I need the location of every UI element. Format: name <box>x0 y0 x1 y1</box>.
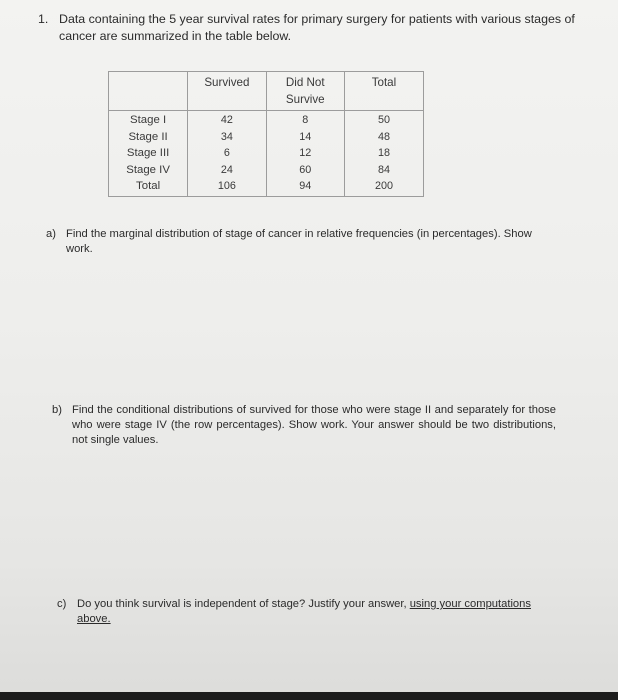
table-header-did-not-survive: Did Not Survive <box>266 72 344 111</box>
table-cell: 24 <box>220 163 233 176</box>
table-header-survived: Survived <box>188 72 266 111</box>
question-text: Data containing the 5 year survival rates for primary surgery for patients with various stages of cancer are summarized in the table below. <box>59 12 575 43</box>
table-cell: 50 <box>377 114 390 126</box>
part-c-label: c) <box>57 598 67 610</box>
photo-bottom-edge <box>0 692 618 700</box>
table-cell: 12 <box>299 147 312 160</box>
row-label: Total <box>136 180 161 193</box>
row-label: Stage I <box>130 114 167 126</box>
table-header-row <box>109 72 424 111</box>
part-a-text: Find the marginal distribution of stage of cancer in relative frequencies (in percentages). Show work. <box>66 228 532 255</box>
table-header-blank <box>109 72 188 111</box>
table-cell: 60 <box>299 163 312 176</box>
part-c <box>57 597 547 627</box>
row-label: Stage III <box>126 147 170 160</box>
table-body-row <box>109 111 424 197</box>
table-cell: 42 <box>220 114 233 126</box>
question-number: 1. <box>38 12 49 26</box>
question-1 <box>40 11 580 45</box>
row-labels-column <box>109 111 188 197</box>
part-c-text-underlined: using your computations above. <box>77 598 531 625</box>
survived-column <box>188 111 266 197</box>
table-cell: 48 <box>377 130 390 143</box>
table-cell: 94 <box>299 180 312 193</box>
part-a-label: a) <box>46 228 56 240</box>
part-b-label: b) <box>52 404 62 416</box>
table-cell: 84 <box>377 163 390 176</box>
survival-table <box>108 71 424 197</box>
table-cell: 106 <box>217 180 236 193</box>
part-c-text-plain: Do you think survival is independent of stage? Justify your answer, <box>77 598 410 610</box>
part-b-text: Find the conditional distributions of survived for those who were stage II and separately for those who were stage IV (the row percentages). Show work. Your answer should be two distributions, not single values. <box>72 404 556 446</box>
table-cell: 14 <box>299 130 312 143</box>
did-not-survive-column <box>266 111 344 197</box>
part-b <box>52 403 556 448</box>
part-a <box>46 227 536 257</box>
table-header-total: Total <box>344 72 423 111</box>
table-cell: 18 <box>377 147 390 160</box>
row-label: Stage II <box>128 130 168 143</box>
table-cell: 200 <box>374 180 393 193</box>
part-c-text <box>77 597 547 627</box>
table-cell: 6 <box>223 147 230 160</box>
row-label: Stage IV <box>126 163 170 176</box>
table-cell: 34 <box>220 130 233 143</box>
table-cell: 8 <box>302 114 309 126</box>
total-column <box>344 111 423 197</box>
